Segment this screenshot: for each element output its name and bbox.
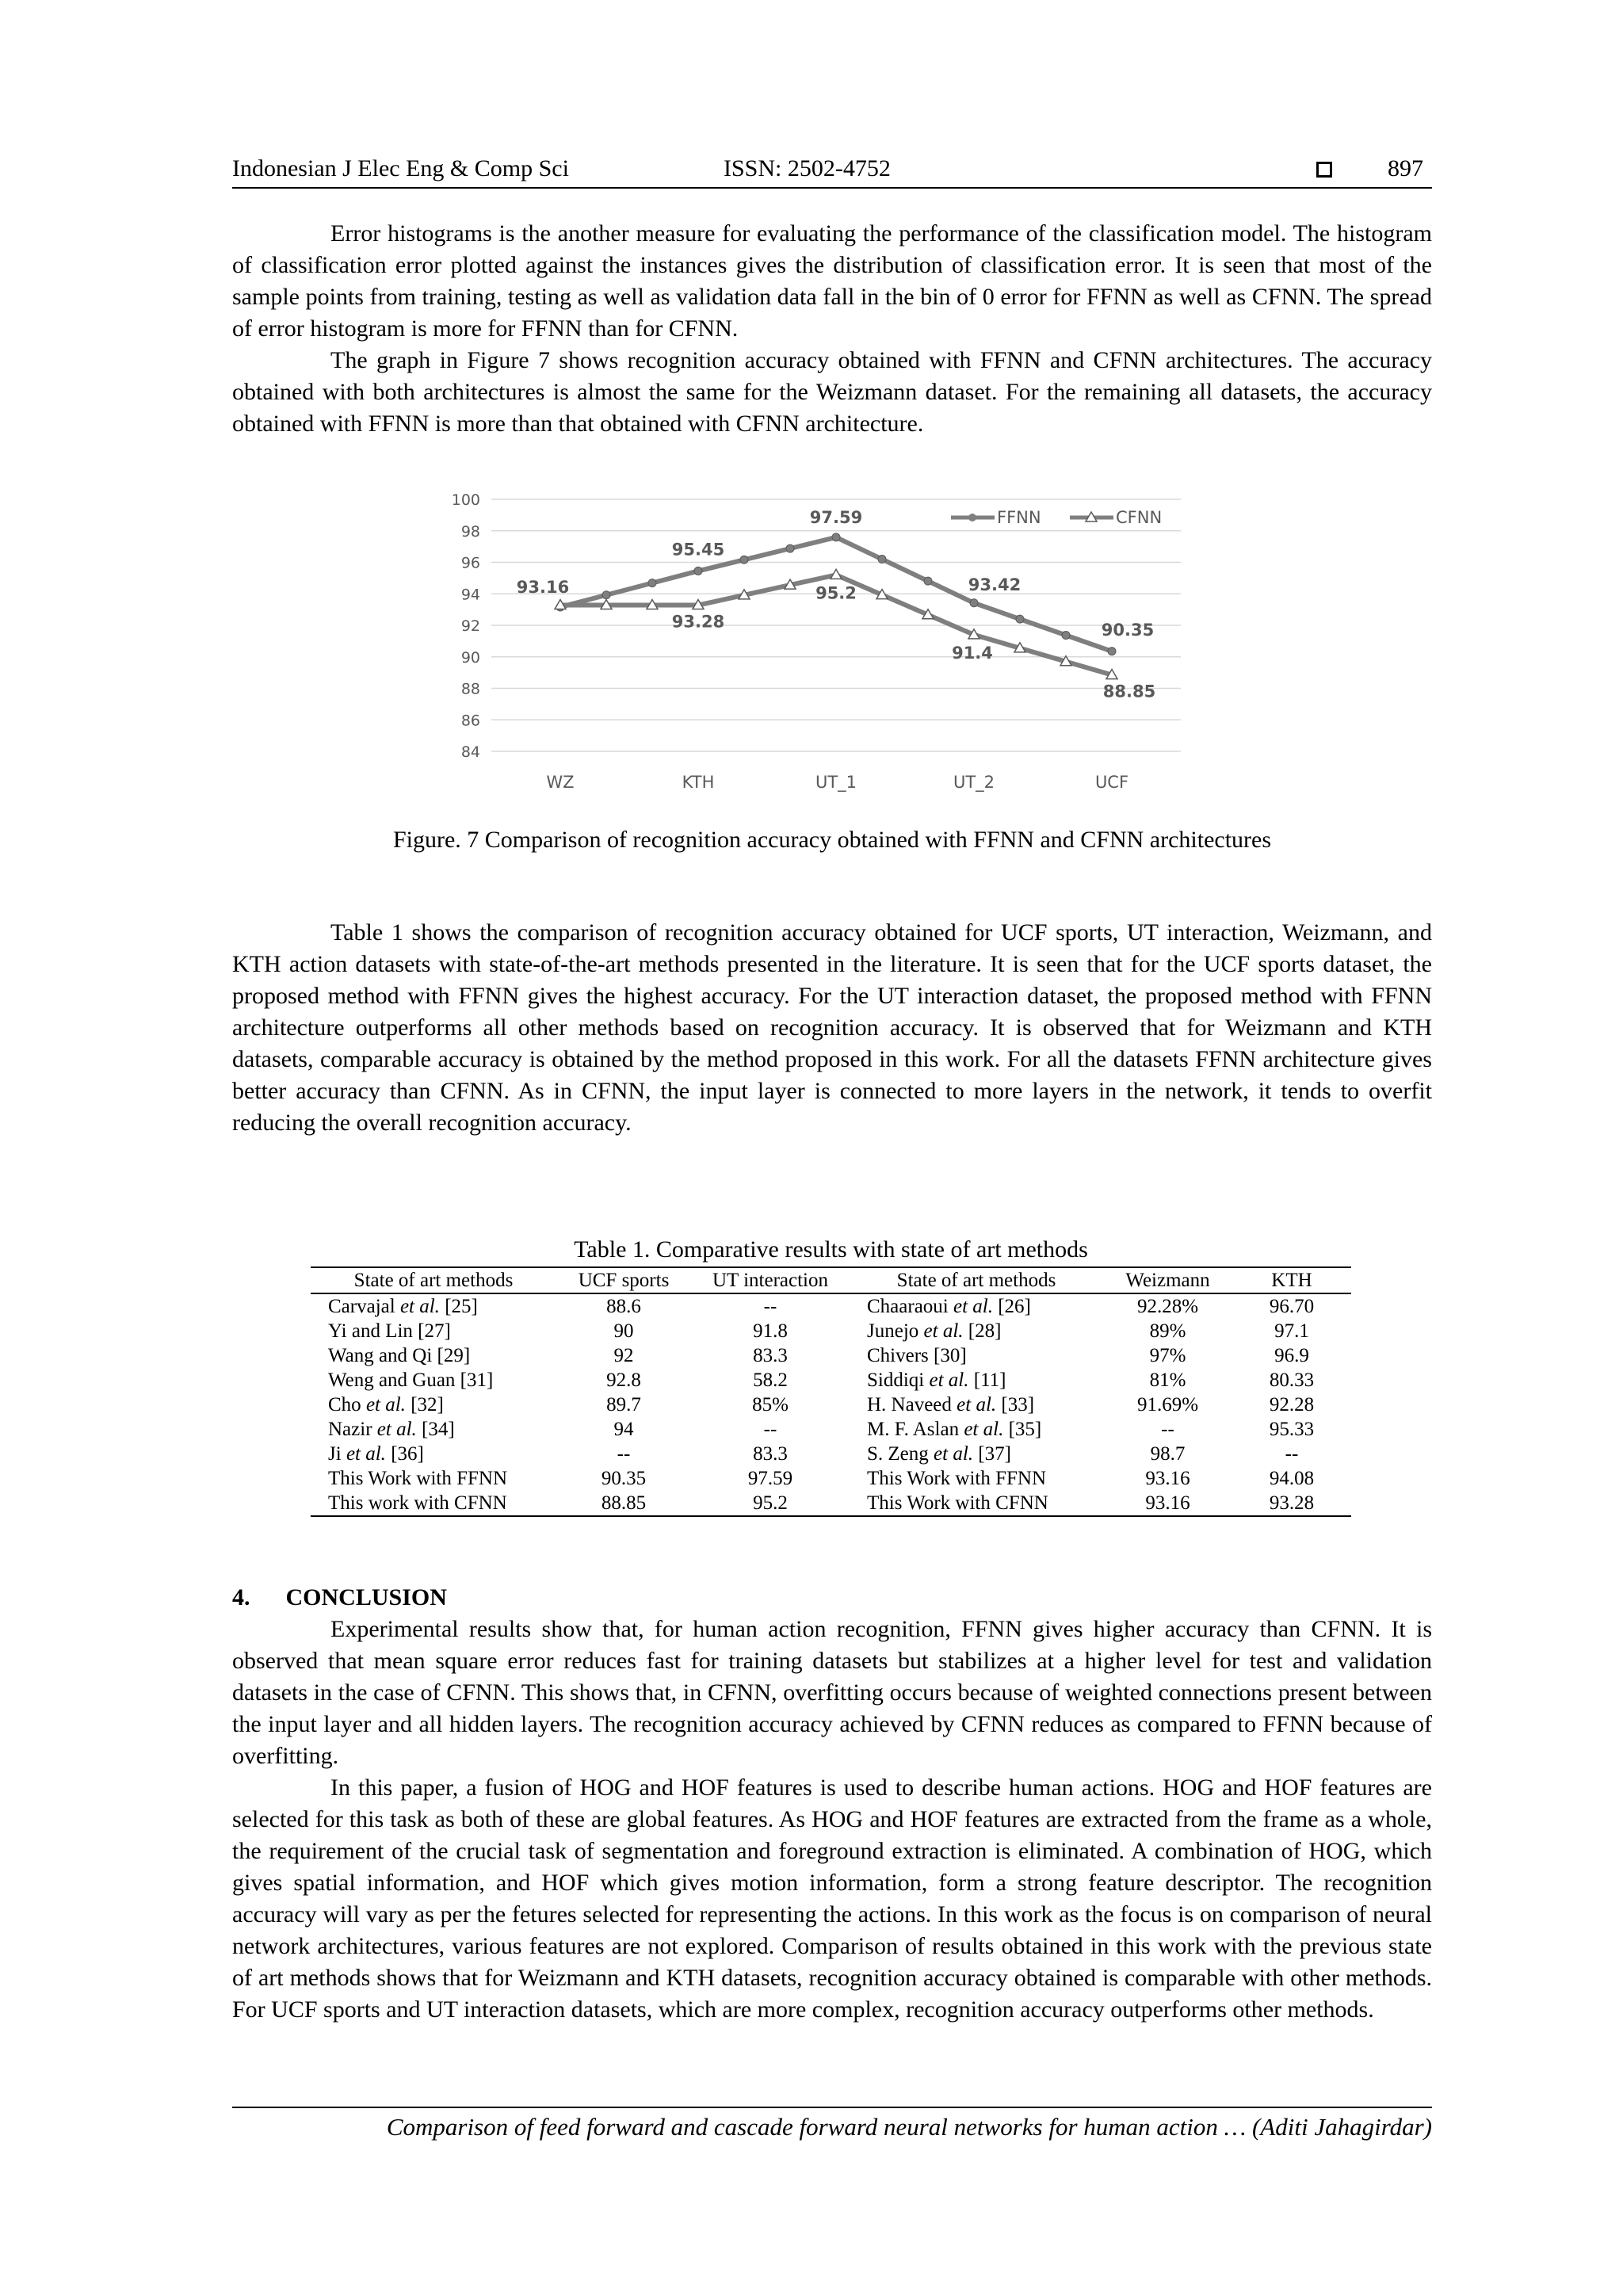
data-label: 95.45	[671, 540, 725, 560]
data-label: 90.35	[1101, 620, 1155, 640]
table-cell: 92.8	[606, 1370, 641, 1391]
table-cell: --	[763, 1419, 777, 1440]
table-cell: --	[1285, 1443, 1299, 1465]
table-cell: 91.8	[753, 1320, 788, 1342]
ffnn-point	[786, 544, 794, 552]
x-tick-label: KTH	[682, 773, 715, 792]
table-cell: 98.7	[1150, 1443, 1186, 1465]
table-cell: M. F. Aslan et al. [35]	[867, 1419, 1042, 1440]
data-label: 91.4	[952, 643, 993, 663]
ffnn-point	[694, 567, 702, 575]
table-cell: 83.3	[753, 1345, 788, 1366]
table-cell: Chivers [30]	[867, 1345, 967, 1366]
ffnn-point	[1108, 648, 1116, 655]
paragraph-conclusion-2: In this paper, a fusion of HOG and HOF features is used to describe human actions. HOG and HOF features are selected for this task as both of these are global features. As HOG and HOF features are extracted from the frame as a whole, the requirement of the crucial task of segmentation and foreground extraction is eliminated. A combination of HOG, which gives spatial information, and HOF which gives motion information, form a strong feature descriptor. The recognition accuracy will vary as per the fetures selected for representing the actions. In this work as the focus is on comparison of neural network architectures, various features are not explored. Comparison of results obtained in this work with the previous state of art methods shows that for Weizmann and KTH datasets, recognition accuracy obtained is comparable with other methods. For UCF sports and UT interaction datasets, which are more complex, recognition accuracy outperforms other methods.	[232, 1775, 1432, 2023]
table-cell: Wang and Qi [29]	[328, 1345, 471, 1366]
x-tick-label: UT_1	[815, 773, 857, 792]
table-cell: This work with CFNN	[311, 1491, 556, 1516]
ffnn-point	[878, 556, 886, 563]
table-cell: 95.2	[691, 1491, 850, 1516]
table-cell: Nazir et al. [34]	[328, 1419, 455, 1440]
table-cell: 97%	[1149, 1345, 1186, 1366]
table-cell: 94.08	[1269, 1468, 1315, 1489]
table-cell: 97.59	[747, 1468, 793, 1489]
table-cell: Cho et al. [32]	[328, 1394, 444, 1415]
paragraph-table-1: Table 1 shows the comparison of recognition accuracy obtained for UCF sports, UT interaction, Weizmann, and KTH action datasets with state-of-the-art methods presented in the literature. It is seen that for the UCF sports dataset, the proposed method with FFNN gives the highest accuracy. For the UT interaction dataset, the proposed method with FFNN architecture outperforms all other methods based on recognition accuracy. It is observed that for Weizmann and KTH datasets, comparable accuracy is obtained by the method proposed in this work. For all the datasets FFNN architecture gives better accuracy than CFNN. As in CFNN, the input layer is connected to more layers in the network, it tends to overfit reducing the overall recognition accuracy.	[232, 919, 1432, 1136]
x-tick-label: WZ	[546, 773, 575, 792]
y-tick-label: 92	[460, 617, 480, 635]
table-cell: 91.69%	[1136, 1394, 1199, 1415]
ffnn-point	[648, 579, 656, 587]
table-row	[311, 1368, 1351, 1392]
legend-label: FFNN	[997, 508, 1041, 527]
table-cell: 96.70	[1269, 1296, 1315, 1317]
table-cell: Siddiqi et al. [11]	[867, 1370, 1006, 1391]
table-cell: 97.1	[1274, 1320, 1309, 1342]
accuracy-line-chart	[444, 483, 1205, 816]
table-cell: This Work with FFNN	[867, 1468, 1047, 1489]
table-cell: Carvajal et al. [25]	[328, 1296, 478, 1317]
col-header-methods-2: State of art methods	[850, 1267, 1103, 1293]
header-rule	[232, 187, 1432, 189]
table-cell: 94	[613, 1419, 634, 1440]
running-footer: Comparison of feed forward and cascade forward neural networks for human action … (Aditi Jahagirdar)	[386, 2113, 1432, 2141]
table-cell: Junejo et al. [28]	[867, 1320, 1002, 1342]
journal-name: Indonesian J Elec Eng & Comp Sci	[232, 155, 569, 181]
table-cell: 80.33	[1269, 1370, 1315, 1391]
page-number: 897	[1388, 155, 1423, 181]
legend-label: CFNN	[1116, 508, 1163, 527]
table-cell: Chaaraoui et al. [26]	[867, 1296, 1031, 1317]
col-header-kth: KTH	[1232, 1267, 1351, 1293]
y-tick-label: 88	[460, 680, 480, 698]
table-cell: 95.33	[1269, 1419, 1315, 1440]
col-header-ut-interaction: UT interaction	[691, 1267, 850, 1293]
table-row	[311, 1343, 1351, 1368]
data-label: 97.59	[809, 507, 863, 527]
table-cell: 89%	[1149, 1320, 1186, 1342]
data-label: 93.42	[968, 575, 1022, 594]
comparison-table	[311, 1266, 1351, 1517]
table-cell: --	[763, 1296, 777, 1317]
col-header-weizmann: Weizmann	[1103, 1267, 1232, 1293]
y-tick-label: 96	[460, 554, 480, 572]
ffnn-point	[602, 591, 610, 599]
ffnn-point	[1016, 615, 1024, 623]
paragraph-error-histograms: Error histograms is the another measure for evaluating the performance of the classification model. The histogram of classification error plotted against the instances gives the distribution of classification error. It is seen that most of the sample points from training, testing as well as validation data fall in the bin of 0 error for FFNN as well as CFNN. The spread of error histogram is more for FFNN than for CFNN.	[232, 220, 1432, 342]
table-row	[311, 1417, 1351, 1442]
table-cell: 90	[613, 1320, 634, 1342]
table-cell: --	[1161, 1419, 1174, 1440]
table-cell: 89.7	[606, 1394, 641, 1415]
table-cell: 81%	[1149, 1370, 1186, 1391]
table-cell: 85%	[752, 1394, 789, 1415]
data-label: 95.2	[815, 583, 857, 603]
section-heading-conclusion: 4. CONCLUSION	[232, 1584, 447, 1610]
y-tick-label: 100	[451, 491, 480, 509]
table-cell: This Work with FFNN	[328, 1468, 508, 1489]
x-tick-label: UCF	[1094, 773, 1129, 792]
col-header-ucf-sports: UCF sports	[556, 1267, 691, 1293]
table-row	[311, 1466, 1351, 1491]
table-row	[311, 1392, 1351, 1417]
ffnn-point	[924, 577, 932, 585]
data-label: 88.85	[1102, 682, 1156, 701]
ffnn-point	[1062, 631, 1070, 639]
data-label: 93.16	[516, 577, 570, 597]
paragraph-conclusion-1: Experimental results show that, for human action recognition, FFNN gives higher accuracy than CFNN. It is observed that mean square error reduces fast for training datasets but stabilizes at a higher level for test and validation datasets in the case of CFNN. This shows that, in CFNN, overfitting occurs because of weighted connections present between the input layer and all hidden layers. The recognition accuracy achieved by CFNN reduces as compared to FFNN because of overfitting.	[232, 1616, 1432, 1769]
checkbox-square-icon	[1316, 162, 1332, 178]
table-caption: Table 1. Comparative results with state of art methods	[574, 1236, 1088, 1263]
paragraph-figure-7: The graph in Figure 7 shows recognition accuracy obtained with FFNN and CFNN architectures. The accuracy obtained with both architectures is almost the same for the Weizmann dataset. For the remaining all datasets, the accuracy obtained with FFNN is more than that obtained with CFNN architecture.	[232, 347, 1432, 437]
table-cell: S. Zeng et al. [37]	[867, 1443, 1011, 1465]
table-cell: 93.28	[1232, 1491, 1351, 1516]
table-row	[311, 1491, 1351, 1516]
figure-caption: Figure. 7 Comparison of recognition accuracy obtained with FFNN and CFNN architectures	[392, 827, 1272, 853]
table-cell: 93.16	[1145, 1468, 1190, 1489]
table-cell: 90.35	[601, 1468, 647, 1489]
data-label: 93.28	[671, 612, 725, 632]
y-tick-label: 90	[460, 648, 480, 667]
x-tick-label: UT_2	[953, 773, 995, 792]
running-header	[232, 155, 1432, 187]
table-header-row	[311, 1267, 1351, 1293]
table-cell: 88.6	[606, 1296, 641, 1317]
table-cell: 92.28	[1269, 1394, 1315, 1415]
table-cell: 96.9	[1274, 1345, 1309, 1366]
table-cell: 93.16	[1103, 1491, 1232, 1516]
table-cell: --	[617, 1443, 631, 1465]
legend-marker	[968, 514, 976, 521]
table-cell: This Work with CFNN	[850, 1491, 1103, 1516]
table-cell: 83.3	[753, 1443, 788, 1465]
table-cell: 92.28%	[1136, 1296, 1199, 1317]
table-cell: H. Naveed et al. [33]	[867, 1394, 1035, 1415]
table-cell: Ji et al. [36]	[328, 1443, 424, 1465]
table-row	[311, 1319, 1351, 1343]
table-cell: 58.2	[753, 1370, 788, 1391]
table-cell: 92	[613, 1345, 634, 1366]
ffnn-point	[970, 599, 978, 607]
y-tick-label: 86	[460, 712, 480, 730]
table-cell: Weng and Guan [31]	[328, 1370, 494, 1391]
y-tick-label: 84	[460, 743, 480, 761]
table-cell: Yi and Lin [27]	[328, 1320, 451, 1342]
ffnn-point	[740, 556, 748, 563]
issn: ISSN: 2502-4752	[724, 155, 891, 181]
footer-rule	[232, 2107, 1432, 2108]
y-tick-label: 98	[460, 522, 480, 541]
ffnn-point	[832, 533, 840, 541]
y-tick-label: 94	[460, 586, 480, 604]
table-row	[311, 1293, 1351, 1319]
table-row	[311, 1442, 1351, 1466]
col-header-methods-1: State of art methods	[311, 1267, 556, 1293]
table-cell: 88.85	[556, 1491, 691, 1516]
